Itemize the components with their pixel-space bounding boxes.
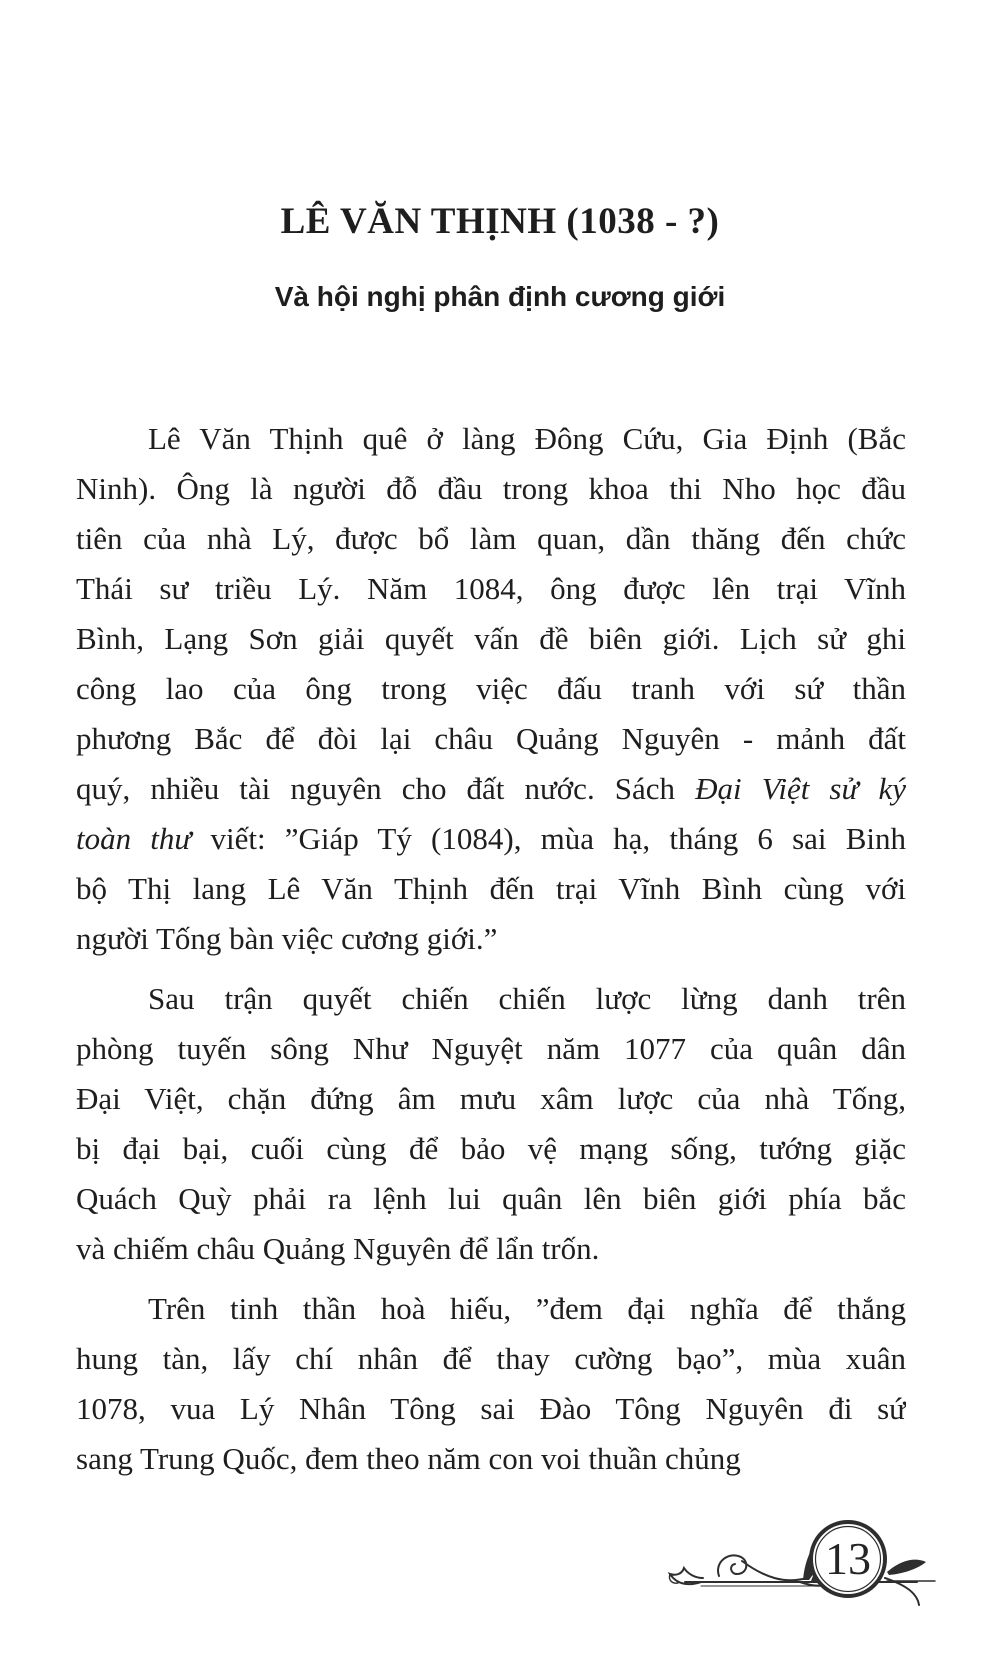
text-line	[76, 464, 906, 514]
text-line	[76, 864, 906, 914]
paragraph	[76, 974, 906, 1274]
italic-text-segment: toàn thư	[76, 821, 192, 856]
italic-text-segment: Đại Việt sử ký	[695, 771, 906, 806]
page-footer-ornament	[655, 1512, 975, 1622]
paragraph	[76, 414, 906, 964]
text-segment: phòng tuyến sông Như Nguyệt năm 1077 của quân dân	[76, 1031, 906, 1066]
text-segment: Thái sư triều Lý. Năm 1084, ông được lên trại Vĩnh	[76, 571, 906, 606]
ornament-flourish-icon	[655, 1512, 975, 1622]
body-text	[76, 414, 906, 1484]
text-segment: công lao của ông trong việc đấu tranh với sứ thần	[76, 671, 906, 706]
text-segment: Bình, Lạng Sơn giải quyết vấn đề biên giới. Lịch sử ghi	[76, 621, 906, 656]
text-line	[76, 814, 906, 864]
text-segment: Ninh). Ông là người đỗ đầu trong khoa thi Nho học đầu	[76, 471, 906, 506]
text-line	[76, 1434, 906, 1484]
page-number: 13	[825, 1533, 871, 1584]
page-title: LÊ VĂN THỊNH (1038 - ?)	[280, 201, 720, 242]
text-segment: Trên tinh thần hoà hiếu, ”đem đại nghĩa để thắng	[148, 1291, 906, 1326]
text-line	[76, 564, 906, 614]
text-line	[76, 914, 906, 964]
text-line	[76, 1334, 906, 1384]
text-line	[76, 1384, 906, 1434]
text-line	[76, 1224, 906, 1274]
text-line	[76, 1284, 906, 1334]
text-segment: và chiếm châu Quảng Nguyên để lẩn trốn.	[76, 1231, 600, 1266]
text-segment: sang Trung Quốc, đem theo năm con voi thuần chủng	[76, 1441, 741, 1476]
text-segment: bộ Thị lang Lê Văn Thịnh đến trại Vĩnh Bình cùng với	[76, 871, 906, 906]
text-segment: 1078, vua Lý Nhân Tông sai Đào Tông Nguyên đi sứ	[76, 1391, 906, 1426]
text-line	[76, 514, 906, 564]
text-segment: Lê Văn Thịnh quê ở làng Đông Cứu, Gia Định (Bắc	[148, 421, 906, 456]
text-line	[76, 714, 906, 764]
paragraph	[76, 1284, 906, 1484]
text-line	[76, 764, 906, 814]
text-line	[76, 614, 906, 664]
text-segment: người Tống bàn việc cương giới.”	[76, 921, 498, 956]
text-line	[76, 1024, 906, 1074]
page-subtitle: Và hội nghị phân định cương giới	[274, 281, 726, 312]
text-segment: viết: ”Giáp Tý (1084), mùa hạ, tháng 6 sai Binh	[191, 821, 906, 856]
text-line	[76, 974, 906, 1024]
text-segment: Đại Việt, chặn đứng âm mưu xâm lược của nhà Tống,	[76, 1081, 906, 1116]
text-segment: phương Bắc để đòi lại châu Quảng Nguyên - mảnh đất	[76, 721, 906, 756]
text-line	[76, 664, 906, 714]
text-segment: bị đại bại, cuối cùng để bảo vệ mạng sống, tướng giặc	[76, 1131, 906, 1166]
text-line	[76, 1074, 906, 1124]
text-line	[76, 414, 906, 464]
text-segment: quý, nhiều tài nguyên cho đất nước. Sách	[76, 771, 696, 806]
text-segment: Quách Quỳ phải ra lệnh lui quân lên biên giới phía bắc	[76, 1181, 906, 1216]
text-segment: hung tàn, lấy chí nhân để thay cường bạo”, mùa xuân	[76, 1341, 906, 1376]
text-segment: tiên của nhà Lý, được bổ làm quan, dần thăng đến chức	[76, 521, 906, 556]
text-line	[76, 1174, 906, 1224]
text-line	[76, 1124, 906, 1174]
text-segment: Sau trận quyết chiến chiến lược lừng danh trên	[148, 981, 906, 1016]
